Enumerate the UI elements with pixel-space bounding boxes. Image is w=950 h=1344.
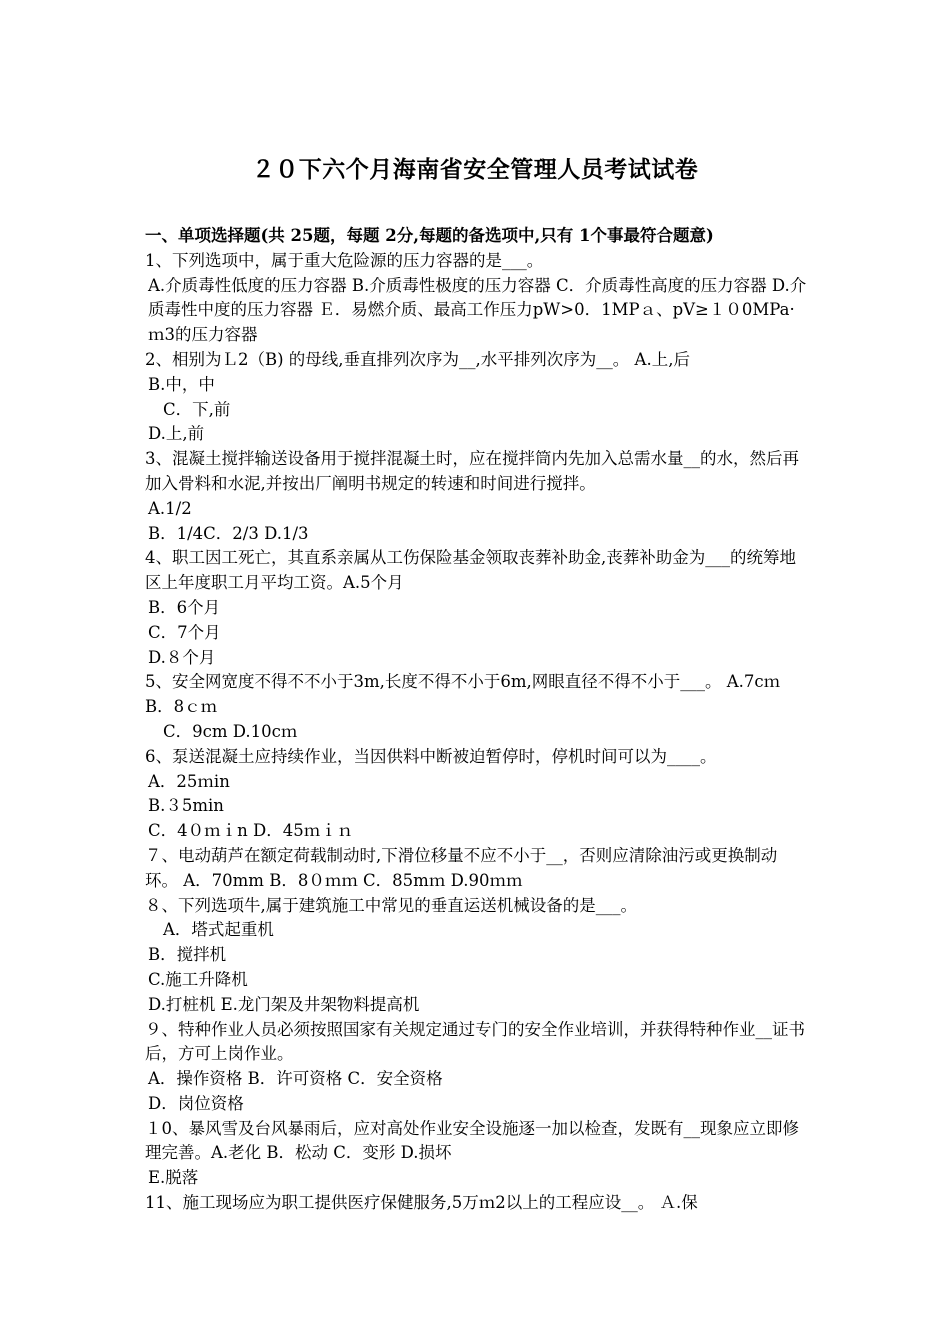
option-line: B.３5min	[148, 796, 224, 816]
question-11: 11、施工现场应为职工提供医疗保健服务,5万ｍ2以上的工程应设__。 Ａ.保	[145, 1193, 698, 1213]
question-8: ８、下列选项牛,属于建筑施工中常见的垂直运送机械设备的是___。	[145, 895, 637, 915]
option-line: C．下,前	[163, 399, 231, 419]
option-line: C．7个月	[148, 622, 221, 642]
question-2: 2、相别为Ｌ2（B) 的母线,垂直排列次序为__,水平排列次序为__。 A.上,后	[145, 349, 690, 369]
question-1-options: A.介质毒性低度的压力容器 B.介质毒性极度的压力容器 C．介质毒性高度的压力容器 D.介质毒性中度的压力容器 Ｅ．易燃介质、最高工作压力pW>0．1MPａ、pV≥１０0MPa·ｍ3的压力容器	[148, 275, 807, 345]
option-line: A.1/2	[148, 498, 192, 518]
option-line: B.中，中	[148, 374, 215, 394]
question-4: 4、职工因工死亡，其直系亲属从工伤保险基金领取丧葬补助金,丧葬补助金为___的统筹地区上年度职工月平均工资。A.5个月	[145, 548, 796, 593]
option-line: D.上,前	[148, 424, 205, 444]
option-line: C．9cm D.10cｍ	[163, 721, 298, 741]
document-body	[145, 224, 810, 1216]
option-line: D.打桩机 E.龙门架及井架物料提高机	[148, 994, 420, 1014]
question-1: 1、下列选项中，属于重大危险源的压力容器的是___。	[145, 250, 544, 270]
question-10: １0、暴风雪及台风暴雨后，应对高处作业安全设施逐一加以检查，发既有__现象应立即修理完善。A.老化 B．松动 C．变形 D.损坏	[145, 1118, 799, 1163]
option-line: C.施工升降机	[148, 969, 248, 989]
option-line: A．操作资格 B．许可资格 C．安全资格	[148, 1069, 443, 1089]
question-3: 3、混凝土搅拌输送设备用于搅拌混凝土时，应在搅拌筒内先加入总需水量__的水，然后再加入骨料和水泥,并按出厂阐明书规定的转速和时间进行搅拌。	[145, 449, 799, 493]
option-line: B．6个月	[148, 597, 221, 617]
question-5: 5、安全网宽度不得不不小于3m,长度不得不小于6m,网眼直径不得不小于___。 A.7cｍ B．8ｃｍ	[145, 672, 781, 717]
option-line: B．1/4C．2/3 D.1/3	[148, 523, 309, 543]
option-line: A．塔式起重机	[163, 920, 274, 940]
question-6: 6、泵送混凝土应持续作业，当因供料中断被迫暂停时，停机时间可以为____。	[145, 746, 717, 766]
document-title: ２０下六个月海南省安全管理人员考试试卷	[251, 156, 699, 183]
question-7: ７、电动葫芦在额定荷载制动时,下滑位移量不应不小于__，否则应清除油污或更换制动环。 A．70mm B．8０ｍｍ C．85mｍ D.90ｍｍ	[145, 845, 778, 890]
section-heading: 一、单项选择题(共 25题，每题 2分,每题的备选项中,只有 1个事最符合题意)	[145, 226, 714, 245]
option-line: D.８个月	[148, 647, 216, 667]
question-9: ９、特种作业人员必须按照国家有关规定通过专门的安全作业培训，并获得特种作业__证书后，方可上岗作业。	[145, 1019, 805, 1064]
option-line: B．搅拌机	[148, 945, 227, 965]
option-line: D．岗位资格	[148, 1093, 244, 1113]
option-line: A．25ｍin	[148, 771, 230, 791]
option-line: C．4０ｍｉn D．45ｍｉｎ	[148, 821, 354, 841]
option-line: E.脱落	[148, 1168, 199, 1188]
